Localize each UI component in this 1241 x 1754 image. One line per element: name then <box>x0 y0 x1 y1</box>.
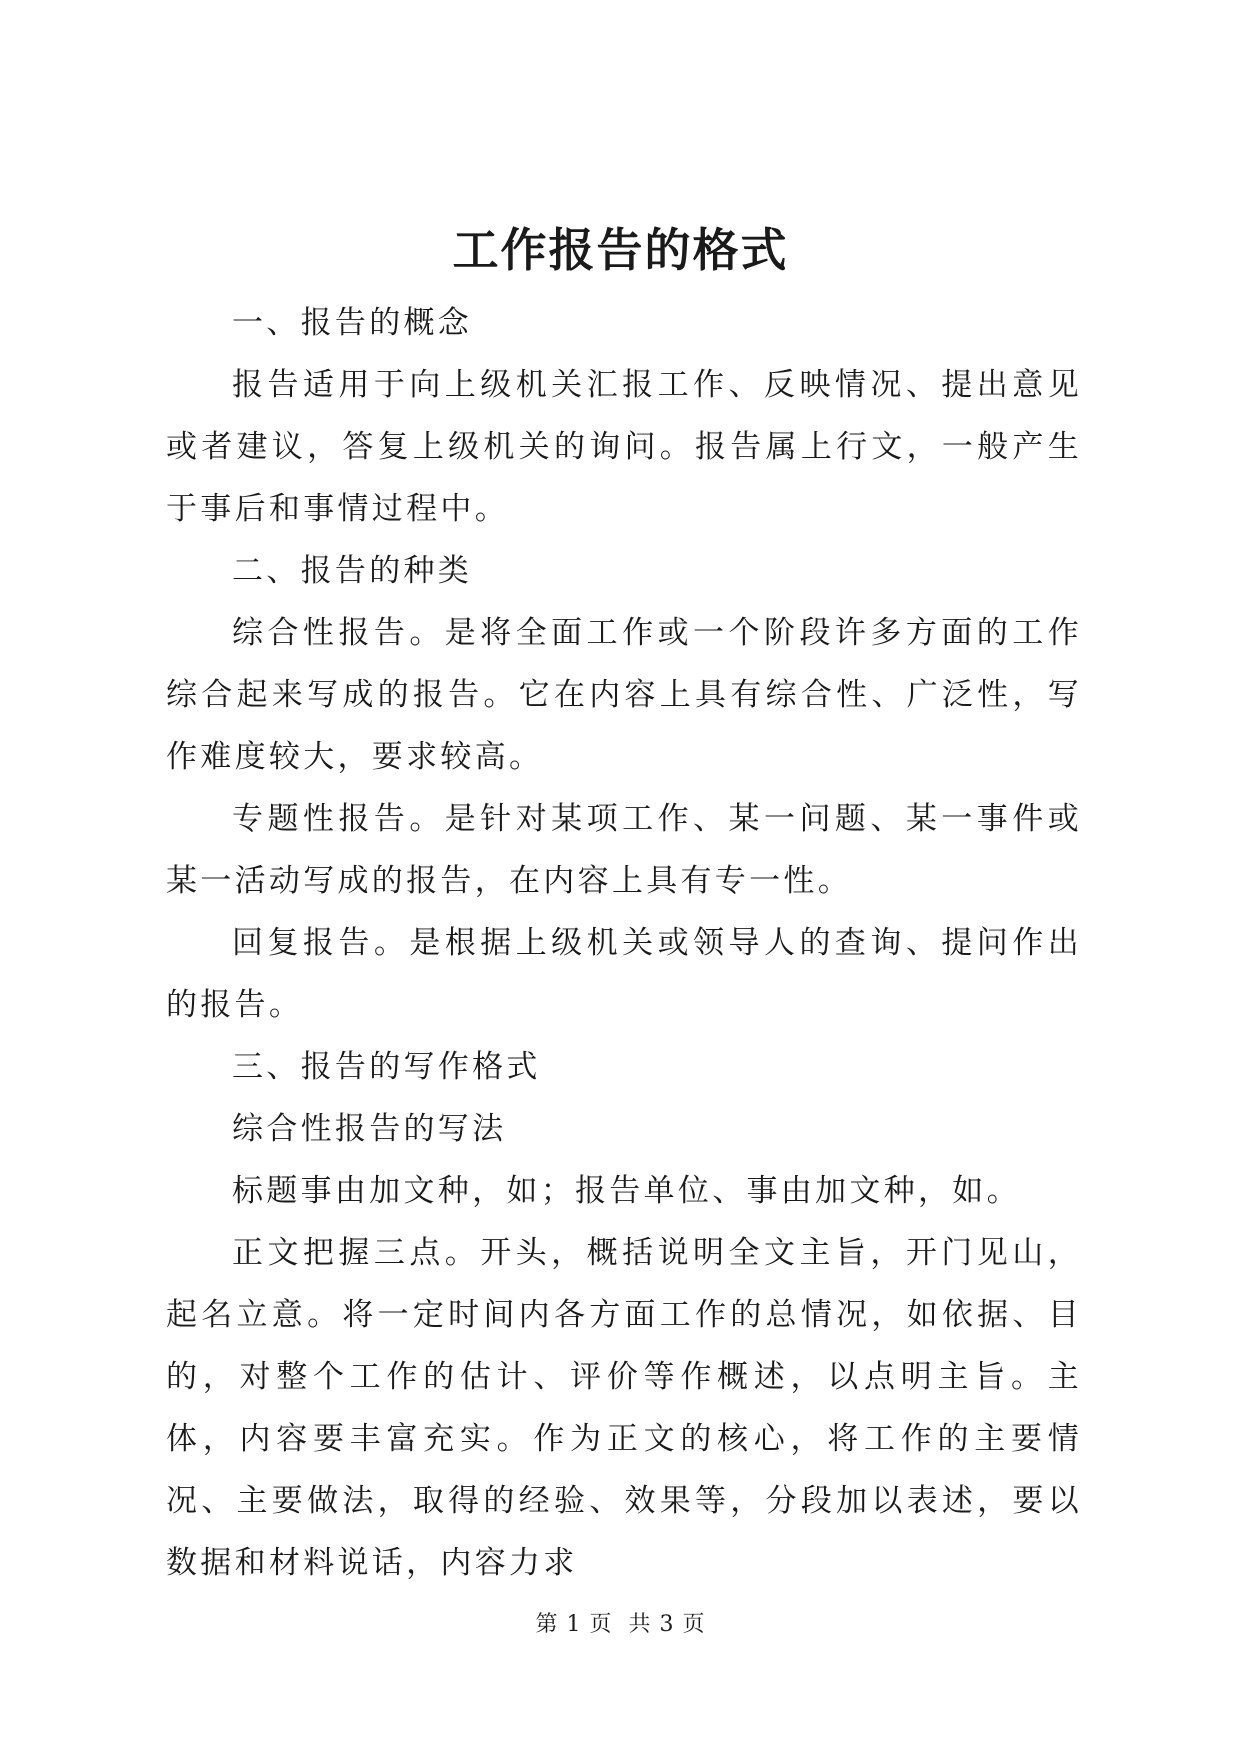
paragraph-reply-report: 回复报告。是根据上级机关或领导人的查询、提问作出的报告。 <box>166 925 1082 1023</box>
page-footer <box>0 1610 1241 1640</box>
subheading-comprehensive-writing: 综合性报告的写法 <box>232 1111 507 1147</box>
document-body <box>166 292 1082 1594</box>
paragraph-main-text: 正文把握三点。开头，概括说明全文主旨，开门见山，起名立意。将一定时间内各方面工作的总情况，如依据、目的，对整个工作的估计、评价等作概述，以点明主旨。主体，内容要丰富充实。作为正文的核心，将工作的主要情况、主要做法，取得的经验、效果等，分段加以表述，要以数据和材料说话，内容力求 <box>166 1235 1082 1581</box>
section-heading-types: 二、报告的种类 <box>232 553 473 589</box>
paragraph-special-report: 专题性报告。是针对某项工作、某一问题、某一事件或某一活动写成的报告，在内容上具有专一性。 <box>166 801 1082 899</box>
section-heading-format: 三、报告的写作格式 <box>232 1049 541 1085</box>
paragraph-title-format: 标题事由加文种，如；报告单位、事由加文种，如。 <box>232 1173 1021 1209</box>
page-number: 第 1 页 共 3 页 <box>535 1612 706 1637</box>
paragraph-comprehensive-report: 综合性报告。是将全面工作或一个阶段许多方面的工作综合起来写成的报告。它在内容上具有综合性、广泛性，写作难度较大，要求较高。 <box>166 615 1082 775</box>
section-heading-concept: 一、报告的概念 <box>232 305 473 341</box>
paragraph-concept: 报告适用于向上级机关汇报工作、反映情况、提出意见或者建议，答复上级机关的询问。报告属上行文，一般产生于事后和事情过程中。 <box>166 367 1082 527</box>
document-title: 工作报告的格式 <box>452 223 789 277</box>
